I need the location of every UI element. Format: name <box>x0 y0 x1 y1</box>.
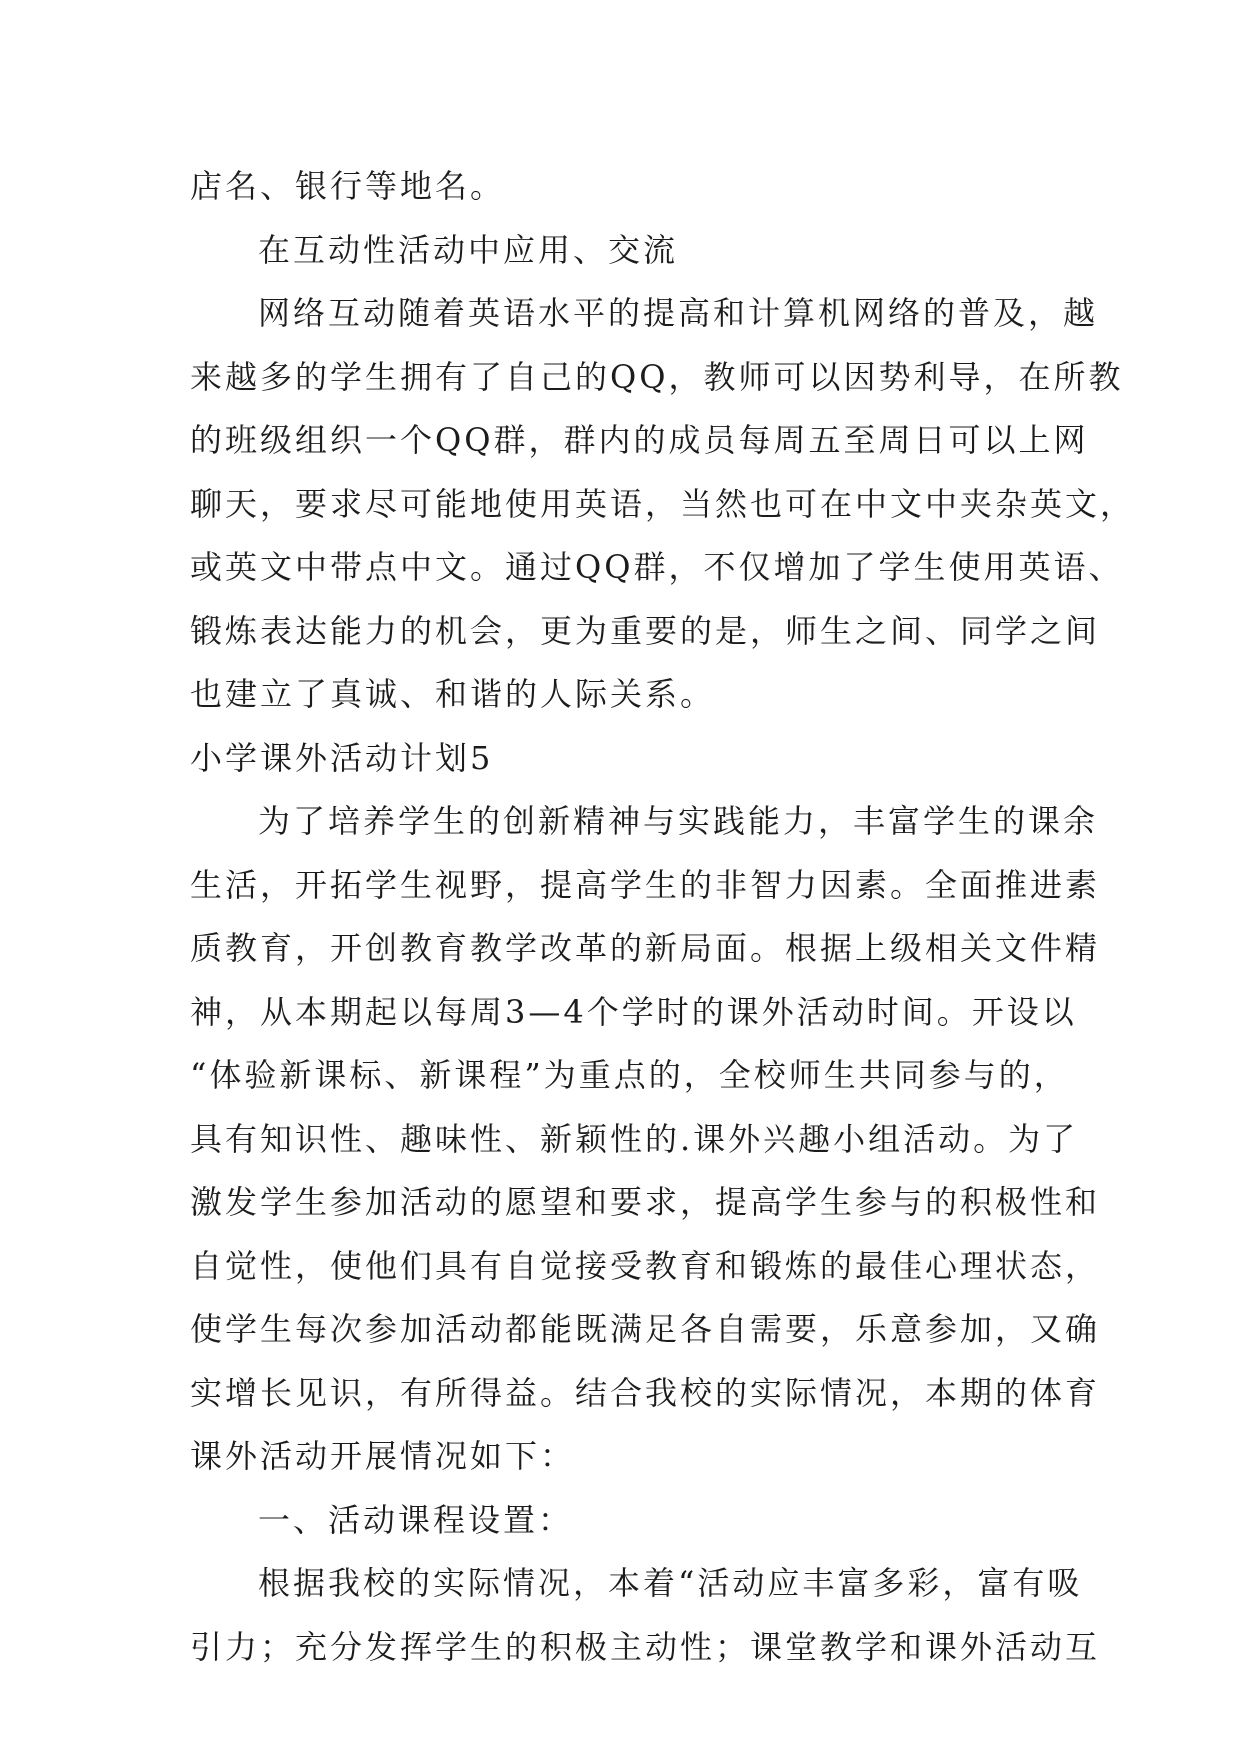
text-line: 或英文中带点中文。通过QQ群，不仅增加了学生使用英语、 <box>190 548 1124 586</box>
text-line: 锻炼表达能力的机会，更为重要的是，师生之间、同学之间 <box>190 611 1101 650</box>
text-line: 课外活动开展情况如下： <box>190 1437 576 1475</box>
document-body <box>190 155 1136 1679</box>
text-line: 神，从本期起以每周3—4个学时的课外活动时间。开设以 <box>190 992 1077 1031</box>
text-line: 来越多的学生拥有了自己的QQ，教师可以因势利导，在所教 <box>190 357 1124 396</box>
text-line: 也建立了真诚、和谐的人际关系。 <box>190 675 716 713</box>
text-line: 自觉性，使他们具有自觉接受教育和锻炼的最佳心理状态， <box>190 1246 1101 1285</box>
text-line: 的班级组织一个QQ群，群内的成员每周五至周日可以上网 <box>190 421 1089 459</box>
text-line: 聊天，要求尽可能地使用英语，当然也可在中文中夹杂英文， <box>190 484 1136 523</box>
text-line: 具有知识性、趣味性、新颖性的.课外兴趣小组活动。为了 <box>190 1119 1079 1158</box>
text-line: 店名、银行等地名。 <box>190 167 506 205</box>
text-line: 使学生每次参加活动都能既满足各自需要，乐意参加，又确 <box>190 1310 1101 1348</box>
text-line: 激发学生参加活动的愿望和要求，提高学生参与的积极性和 <box>190 1183 1101 1221</box>
section-heading: 小学课外活动计划5 <box>190 738 494 777</box>
text-line: 引力；充分发挥学生的积极主动性；课堂教学和课外活动互 <box>190 1627 1101 1666</box>
text-line: 生活，开拓学生视野，提高学生的非智力因素。全面推进素 <box>190 865 1101 904</box>
text-line: “体验新课标、新课程”为重点的，全校师生共同参与的， <box>190 1056 1069 1094</box>
text-line: 根据我校的实际情况，本着“活动应丰富多彩，富有吸 <box>258 1564 1083 1602</box>
text-line: 质教育，开创教育教学改革的新局面。根据上级相关文件精 <box>190 929 1101 967</box>
text-line: 实增长见识，有所得益。结合我校的实际情况，本期的体育 <box>190 1373 1101 1412</box>
text-line: 网络互动随着英语水平的提高和计算机网络的普及，越 <box>258 294 1099 332</box>
subsection-heading: 一、活动课程设置： <box>258 1500 574 1539</box>
text-line: 在互动性活动中应用、交流 <box>258 230 679 269</box>
text-line: 为了培养学生的创新精神与实践能力，丰富学生的课余 <box>258 802 1099 840</box>
